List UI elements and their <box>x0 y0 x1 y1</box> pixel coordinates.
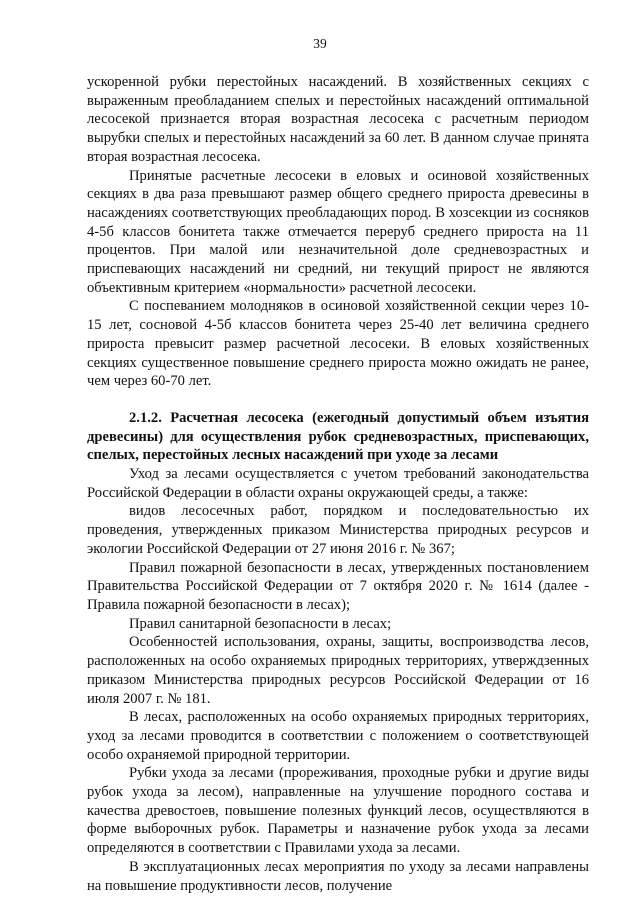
document-body <box>87 73 589 895</box>
section-heading: 2.1.2. Расчетная лесосека (ежегодный допустимый объем изъятия древесины) для осуществления рубок средневозрастных, приспевающих, спелых, перестойных лесных насаждений при уходе за лесами <box>87 409 589 464</box>
paragraph: С поспеванием молодняков в осиновой хозяйственной секции через 10-15 лет, сосновой 4-5б классов бонитета через 25-40 лет величина среднего прироста превысит размер расчетной лесосеки. В еловых хозяйственных секциях существенное повышение среднего прироста можно ожидать не ранее, чем через 60-70 лет. <box>87 298 589 390</box>
paragraph: Правил пожарной безопасности в лесах, утвержденных постановлением Правительства Российской Федерации от 7 октября 2020 г. № 1614 (далее - Правила пожарной безопасности в лесах); <box>87 559 589 613</box>
paragraph: Особенностей использования, охраны, защиты, воспроизводства лесов, расположенных на особо охраняемых природных территориях, утверждзенных приказом Министерства природных ресурсов Российской Федерации от 16 июля 2007 г. № 181. <box>87 634 589 707</box>
paragraph: Принятые расчетные лесосеки в еловых и осиновой хозяйственных секциях в два раза превышают размер общего среднего прироста древесины в насаждениях соответствующих преобладающих пород. В хозсекции из сосняков 4-5б классов бонитета также отмечается переруб среднего прироста на 11 процентов. При малой или незначительной доле средневозрастных и приспевающих насаждений ни средний, ни текущий прирост не являются объективным критерием «нормальности» расчетной лесосеки. <box>87 167 589 296</box>
paragraph: видов лесосечных работ, порядком и последовательностью их проведения, утвержденных приказом Министерства природных ресурсов и экологии Российской Федерации от 27 июня 2016 г. № 367; <box>87 503 589 557</box>
paragraph: Уход за лесами осуществляется с учетом требований законодательства Российской Федерации в области охраны окружающей среды, а также: <box>87 466 589 501</box>
page-number: 39 <box>313 36 327 51</box>
paragraph: Правил санитарной безопасности в лесах; <box>129 615 392 632</box>
paragraph: Рубки ухода за лесами (прореживания, проходные рубки и другие виды рубок ухода за лесом), направленные на улучшение породного состава и качества древостоев, повышение полезных функций лесов, осуществляются в форме выборочных рубок. Параметры и назначение рубок ухода за лесами определяются в соответствии с Правилами ухода за лесами. <box>87 765 589 857</box>
paragraph: ускоренной рубки перестойных насаждений. В хозяйственных секциях с выраженным преобладанием спелых и перестойных насаждений оптимальной лесосекой признается вторая возрастная лесосека с расчетным периодом вырубки спелых и перестойных насаждений за 60 лет. В данном случае принята вторая возрастная лесосека. <box>87 74 589 165</box>
paragraph: В лесах, расположенных на особо охраняемых природных территориях, уход за лесами проводится в соответствии с положением о соответствующей особо охраняемой природной территории. <box>87 709 589 763</box>
paragraph: В эксплуатационных лесах мероприятия по уходу за лесами направлены на повышение продуктивности лесов, получение <box>87 858 589 894</box>
